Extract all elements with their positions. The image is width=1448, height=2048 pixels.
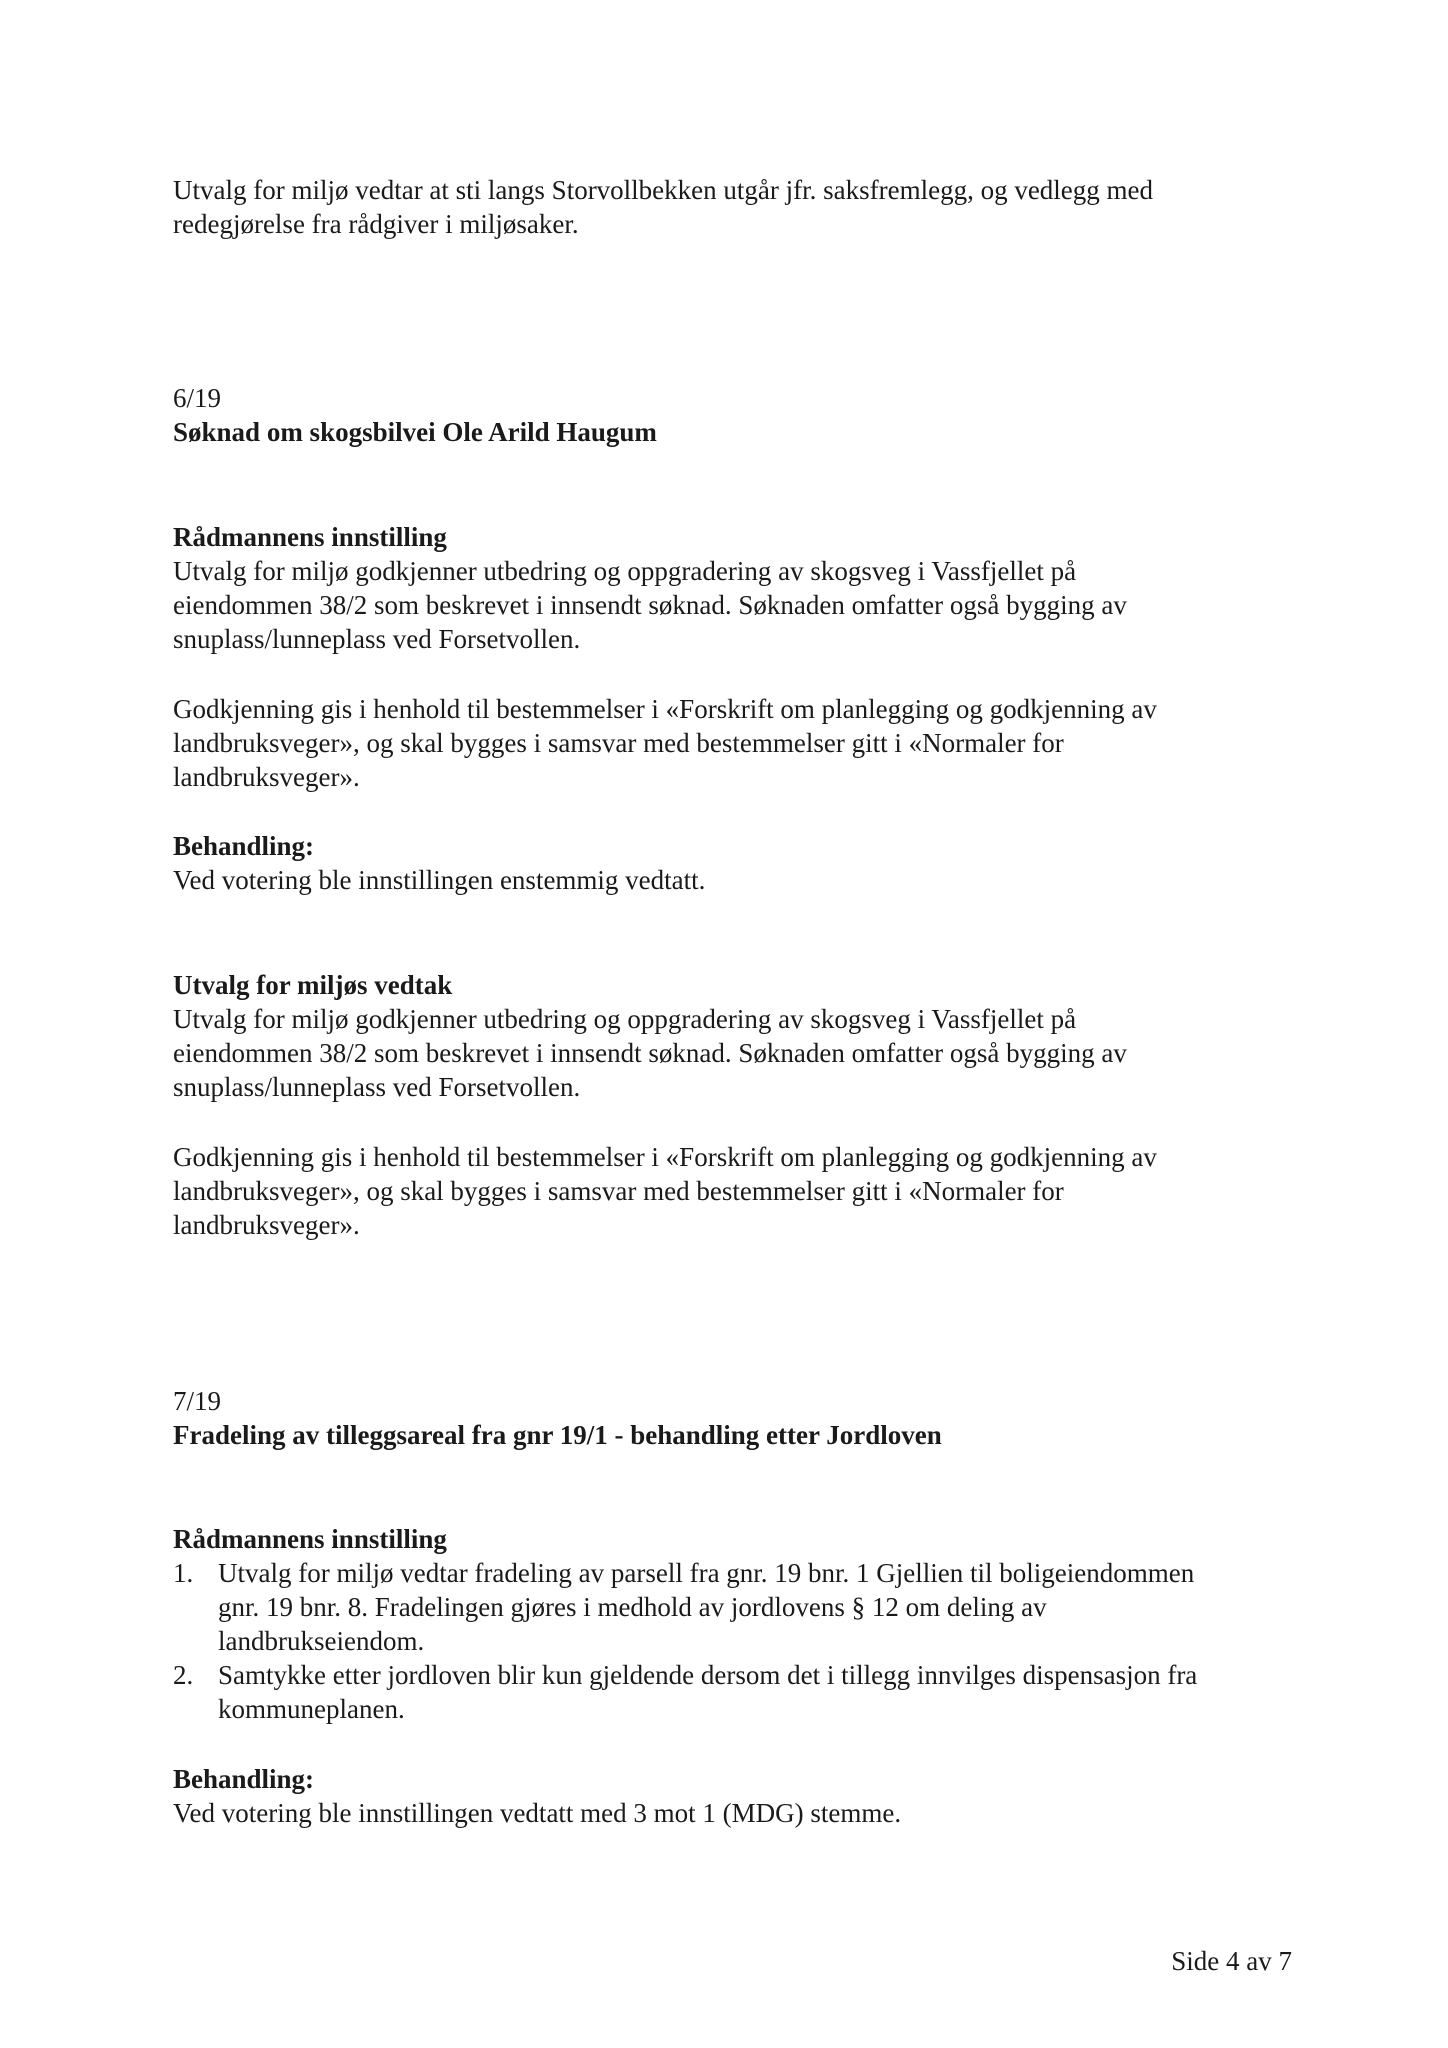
treatment-text: Ved votering ble innstillingen enstemmig vedtatt.	[173, 865, 706, 895]
recommendation-heading: Rådmannens innstilling	[173, 1524, 447, 1554]
decision-paragraph: Utvalg for miljø godkjenner utbedring og oppgradering av skogsveg i Vassfjellet på eiendommen 38/2 som beskrevet i innsendt søknad. Søknaden omfatter også bygging av snuplass/lunneplass ved Forsetvollen.	[173, 1004, 1127, 1102]
list-item-text: Samtykke etter jordloven blir kun gjeldende dersom det i tillegg innvilges dispensasjon fra kommuneplanen.	[218, 1660, 1198, 1724]
case-title: Søknad om skogsbilvei Ole Arild Haugum	[173, 417, 657, 447]
treatment-heading: Behandling:	[173, 1764, 315, 1794]
recommendation-list	[173, 1556, 1293, 1726]
treatment-text: Ved votering ble innstillingen vedtatt med 3 mot 1 (MDG) stemme.	[173, 1798, 902, 1828]
list-item-text: Utvalg for miljø vedtar fradeling av parsell fra gnr. 19 bnr. 1 Gjellien til boligeiendommen gnr. 19 bnr. 8. Fradelingen gjøres i medhold av jordlovens § 12 om deling av landbrukseiendom.	[218, 1558, 1195, 1656]
list-item-number: 1.	[173, 1558, 194, 1588]
decision-paragraph: Godkjenning gis i henhold til bestemmelser i «Forskrift om planlegging og godkjenning av landbruksveger», og skal bygges i samsvar med bestemmelser gitt i «Normaler for landbruksveger».	[173, 1142, 1157, 1240]
intro-paragraph: Utvalg for miljø vedtar at sti langs Storvollbekken utgår jfr. saksfremlegg, og vedlegg med redegjørelse fra rådgiver i miljøsaker.	[173, 175, 1154, 239]
treatment-heading: Behandling:	[173, 831, 315, 861]
list-item	[173, 1658, 1293, 1726]
recommendation-paragraph: Utvalg for miljø godkjenner utbedring og oppgradering av skogsveg i Vassfjellet på eiendommen 38/2 som beskrevet i innsendt søknad. Søknaden omfatter også bygging av snuplass/lunneplass ved Forsetvollen.	[173, 556, 1127, 654]
list-item-number: 2.	[173, 1660, 194, 1690]
page-number: Side 4 av 7	[1171, 1946, 1292, 1976]
case-title: Fradeling av tilleggsareal fra gnr 19/1 - behandling etter Jordloven	[173, 1420, 942, 1450]
case-number: 6/19	[173, 383, 222, 413]
case-number: 7/19	[173, 1386, 222, 1416]
recommendation-heading: Rådmannens innstilling	[173, 522, 447, 552]
decision-heading: Utvalg for miljøs vedtak	[173, 970, 453, 1000]
list-item	[173, 1556, 1293, 1658]
recommendation-paragraph: Godkjenning gis i henhold til bestemmelser i «Forskrift om planlegging og godkjenning av landbruksveger», og skal bygges i samsvar med bestemmelser gitt i «Normaler for landbruksveger».	[173, 694, 1157, 792]
